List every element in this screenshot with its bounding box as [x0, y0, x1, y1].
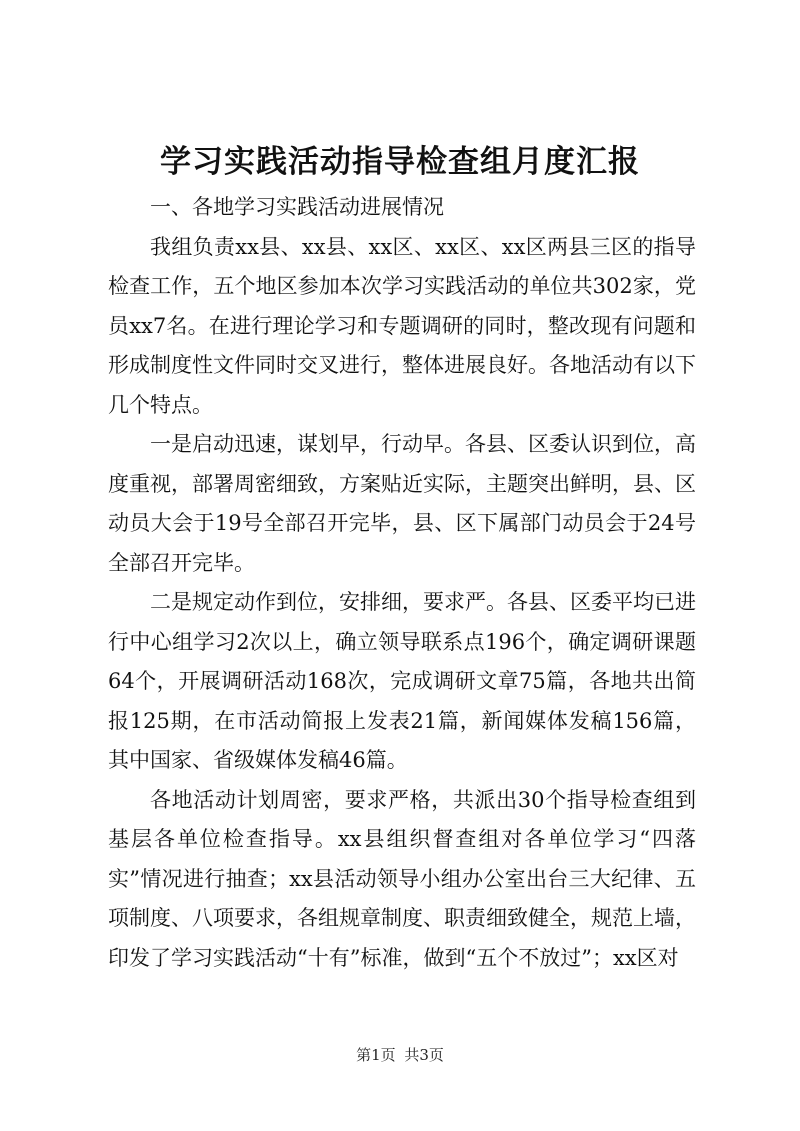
document-title: 学习实践活动指导检查组月度汇报: [160, 144, 640, 180]
paragraph-feature-two: 二是规定动作到位，安排细，要求严。各县、区委平均已进行中心组学习2次以上，确立领导联系点196个，确定调研课题64个，开展调研活动168次，完成调研文章75篇，各地共出简报125期，在市活动简报上发表21篇，新闻媒体发稿156篇，其中国家、省级媒体发稿46篇。: [108, 590, 696, 772]
paragraph-overview: 我组负责xx县、xx县、xx区、xx区、xx区两县三区的指导检查工作，五个地区参加本次学习实践活动的单位共302家，党员xx7名。在进行理论学习和专题调研的同时，整改现有问题和形成制度性文件同时交叉进行，整体进展良好。各地活动有以下几个特点。: [108, 234, 696, 417]
paragraph-feature-one: 一是启动迅速，谋划早，行动早。各县、区委认识到位，高度重视，部署周密细致，方案贴近实际，主题突出鲜明，县、区动员大会于19号全部召开完毕，县、区下属部门动员会于24号全部召开完毕。: [108, 432, 696, 575]
document-body: [108, 188, 696, 978]
page-number: 第1页: [356, 1046, 396, 1064]
section-heading: 一、各地学习实践活动进展情况: [150, 195, 444, 219]
paragraph-inspection: 各地活动计划周密，要求严格，共派出30个指导检查组到基层各单位检查指导。xx县组织督查组对各单位学习“四落实”情况进行抽查；xx县活动领导小组办公室出台三大纪律、五项制度、八项要求，各组规章制度、职责细致健全，规范上墙，印发了学习实践活动“十有”标准，做到“五个不放过”；xx区对: [108, 787, 696, 970]
page-footer: [0, 1044, 800, 1066]
page-total: 共3页: [404, 1046, 444, 1064]
